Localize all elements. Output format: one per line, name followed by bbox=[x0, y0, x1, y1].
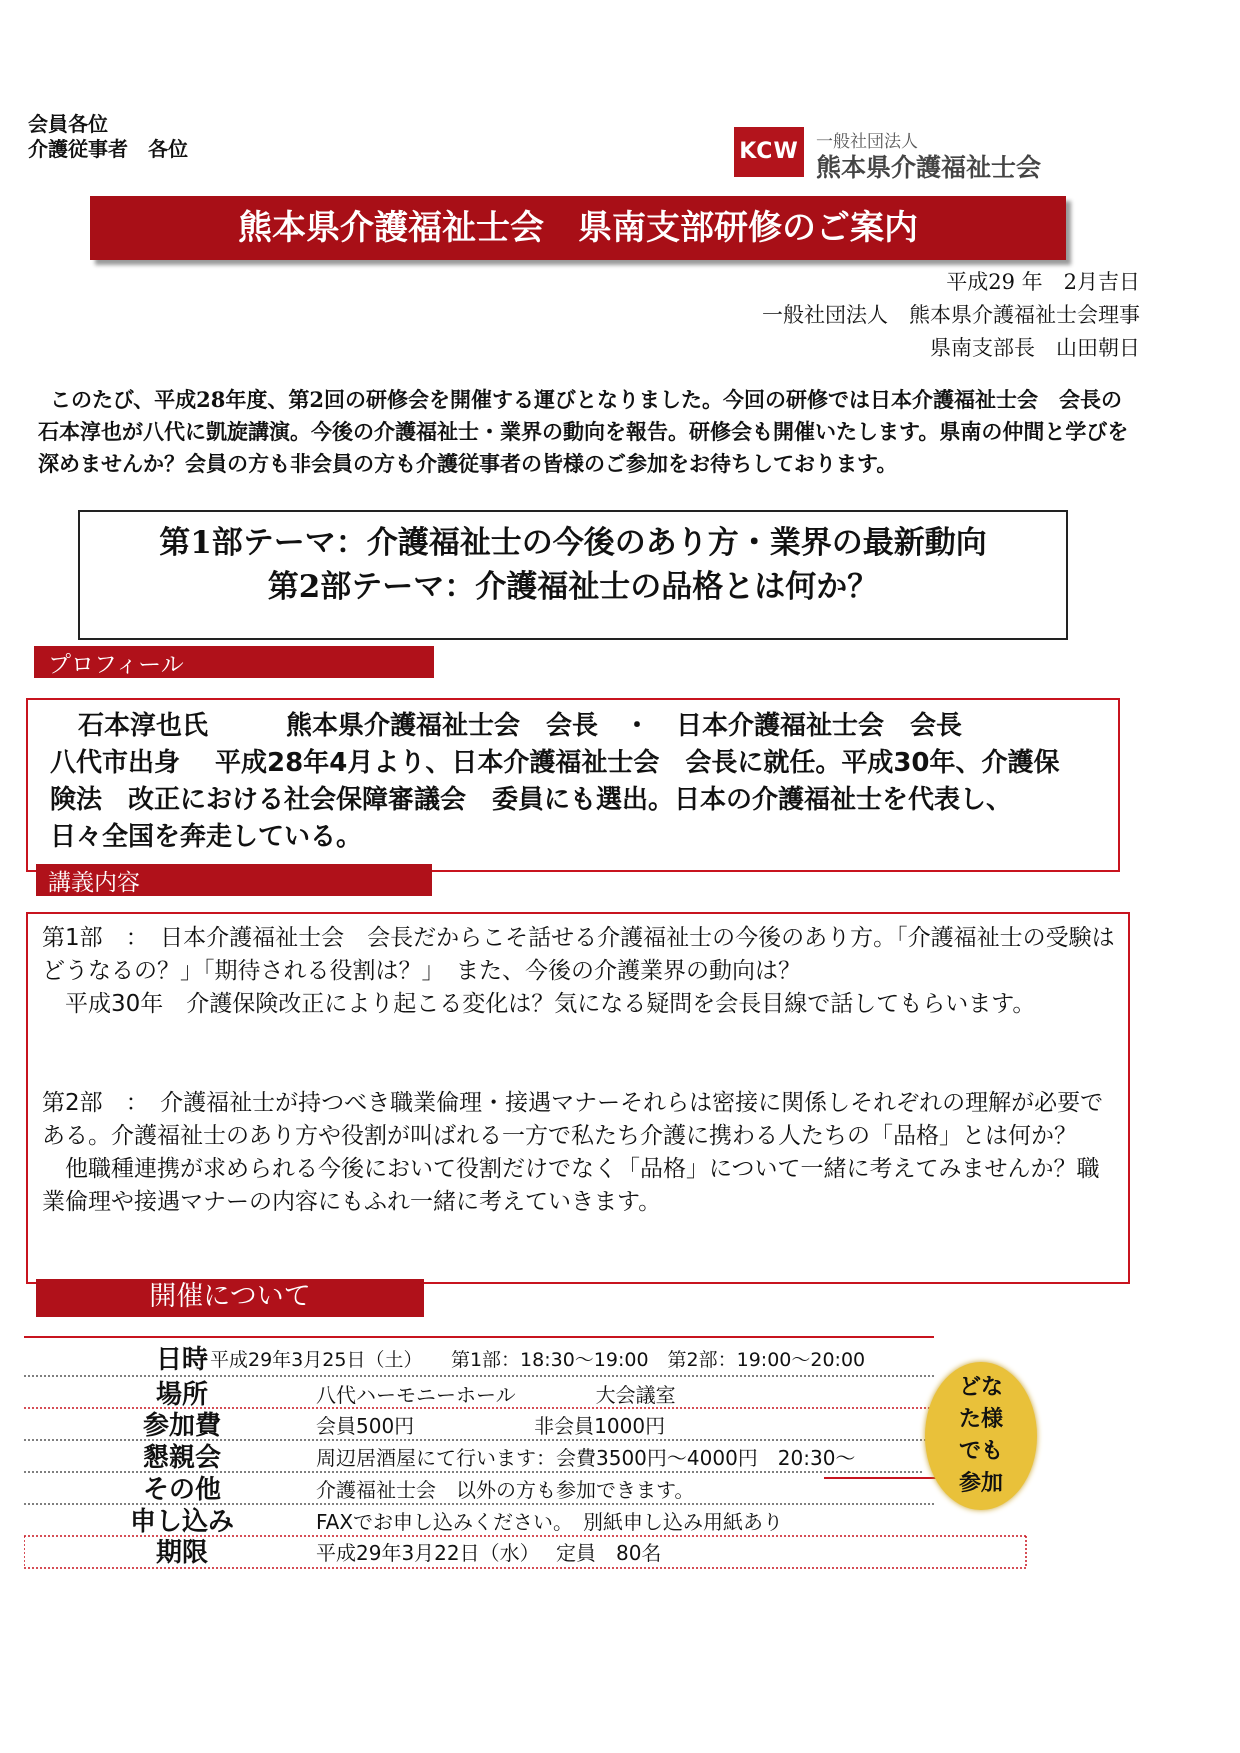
lecture-box bbox=[26, 912, 1130, 1284]
logo-name: 熊本県介護福祉士会 bbox=[816, 153, 1042, 182]
info-label: 参加費 bbox=[142, 1411, 221, 1441]
event-tab: 開催について bbox=[36, 1279, 424, 1317]
info-value: 八代ハーモニーホール 大会議室 bbox=[316, 1383, 676, 1407]
bubble-line: でも bbox=[958, 1439, 1003, 1464]
profile-line: 八代市出身 平成28年4月より、日本介護福祉士会 会長に就任。平成30年、介護保 bbox=[50, 748, 1060, 778]
logo-mark: KCW bbox=[734, 127, 804, 177]
info-label: 懇親会 bbox=[142, 1443, 221, 1473]
profile-tab: プロフィール bbox=[34, 646, 434, 678]
lecture-part1: 第1部 ： 日本介護福祉士会 会長だからこそ話せる介護福祉士の今後のあり方。「介護福祉士の受験はどうなるの？」「期待される役割は？」 また、今後の介護業界の動向は？ bbox=[42, 925, 1115, 984]
profile-line-name: 石本淳也氏 熊本県介護福祉士会 会長 ・ 日本介護福祉士会 会長 bbox=[78, 711, 963, 741]
info-row-other bbox=[24, 1474, 1044, 1506]
info-row-application bbox=[24, 1506, 1044, 1538]
profile-line: 日々全国を奔走している。 bbox=[50, 822, 363, 852]
intro-paragraph: このたび、平成28年度、第2回の研修会を開催する運びとなりました。今回の研修では日本介護福祉士会 会長の石本淳也が八代に凱旋講演。今後の介護福祉士・業界の動向を報告。研修会も開催いたします。県南の仲間と学びを深めませんか？会員の方も非会員の方も介護従事者の皆様のご参加をお待ちしております。 bbox=[38, 387, 1129, 476]
info-row-deadline bbox=[24, 1537, 1044, 1569]
profile-line: 険法 改正における社会保障審議会 委員にも選出。日本の介護福祉士を代表し、 bbox=[50, 785, 1013, 815]
page-title: 熊本県介護福祉士会 県南支部研修のご案内 bbox=[90, 196, 1066, 260]
recipient-members: 会員各位 bbox=[28, 112, 108, 136]
theme-box bbox=[78, 510, 1068, 640]
info-value: 会員500円 非会員1000円 bbox=[316, 1414, 666, 1438]
lecture-tab: 講義内容 bbox=[36, 864, 432, 896]
recipient-care-workers: 介護従事者 各位 bbox=[28, 137, 188, 161]
info-value: 周辺居酒屋にて行います：会費3500円～4000円 20:30～ bbox=[316, 1446, 856, 1470]
bubble-line: どな bbox=[958, 1375, 1003, 1400]
issue-date: 平成29 年 2月吉日 bbox=[946, 270, 1140, 294]
info-label: 場所 bbox=[155, 1380, 208, 1410]
lecture-part2-detail: 他職種連携が求められる今後において役割だけでなく「品格」について一緒に考えてみませんか？職業倫理や接遇マナーの内容にもふれ一緒に考えていきます。 bbox=[42, 1156, 1100, 1215]
recipients bbox=[28, 112, 188, 162]
info-label: 日時 bbox=[155, 1345, 208, 1375]
sender-org: 一般社団法人 熊本県介護福祉士会理事 bbox=[762, 303, 1140, 327]
lecture-part2: 第2部 ： 介護福祉士が持つべき職業倫理・接遇マナーそれらは密接に関係しそれぞれの理解が必要である。介護福祉士のあり方や役割が叫ばれる一方で私たち介護に携わる人たちの「品格」とは何か？ bbox=[42, 1090, 1104, 1149]
sender-person: 県南支部長 山田朝日 bbox=[930, 336, 1140, 360]
profile-box bbox=[26, 698, 1120, 872]
bubble-line: 参加 bbox=[958, 1471, 1003, 1496]
info-row-social bbox=[24, 1442, 1044, 1474]
organization-logo bbox=[734, 127, 1042, 182]
sender-block bbox=[762, 266, 1140, 365]
info-label: 申し込み bbox=[129, 1507, 234, 1537]
info-row-datetime bbox=[24, 1344, 1044, 1376]
info-value: 平成29年3月22日（水） 定員 80名 bbox=[316, 1541, 662, 1565]
info-value: 介護福祉士会 以外の方も参加できます。 bbox=[316, 1478, 695, 1502]
theme-part2: 第2部テーマ：介護福祉士の品格とは何か？ bbox=[267, 569, 879, 605]
lecture-part1-detail: 平成30年 介護保険改正により起こる変化は？気になる疑問を会長目線で話してもらいます。 bbox=[42, 991, 1036, 1017]
theme-part1: 第1部テーマ：介護福祉士の今後のあり方・業界の最新動向 bbox=[159, 525, 987, 561]
info-row-fee bbox=[24, 1410, 1044, 1442]
logo-subtitle: 一般社団法人 bbox=[816, 132, 918, 152]
info-value: 平成29年3月25日（土） 第1部：18:30～19:00 第2部：19:00～20:00 bbox=[210, 1349, 866, 1371]
info-label: その他 bbox=[142, 1475, 221, 1505]
info-value: FAXでお申し込みください。 別紙申し込み用紙あり bbox=[316, 1510, 784, 1534]
info-label: 期限 bbox=[155, 1538, 208, 1568]
anyone-welcome-bubble bbox=[925, 1362, 1037, 1510]
info-row-venue bbox=[24, 1379, 1044, 1411]
bubble-line: た様 bbox=[958, 1407, 1003, 1432]
